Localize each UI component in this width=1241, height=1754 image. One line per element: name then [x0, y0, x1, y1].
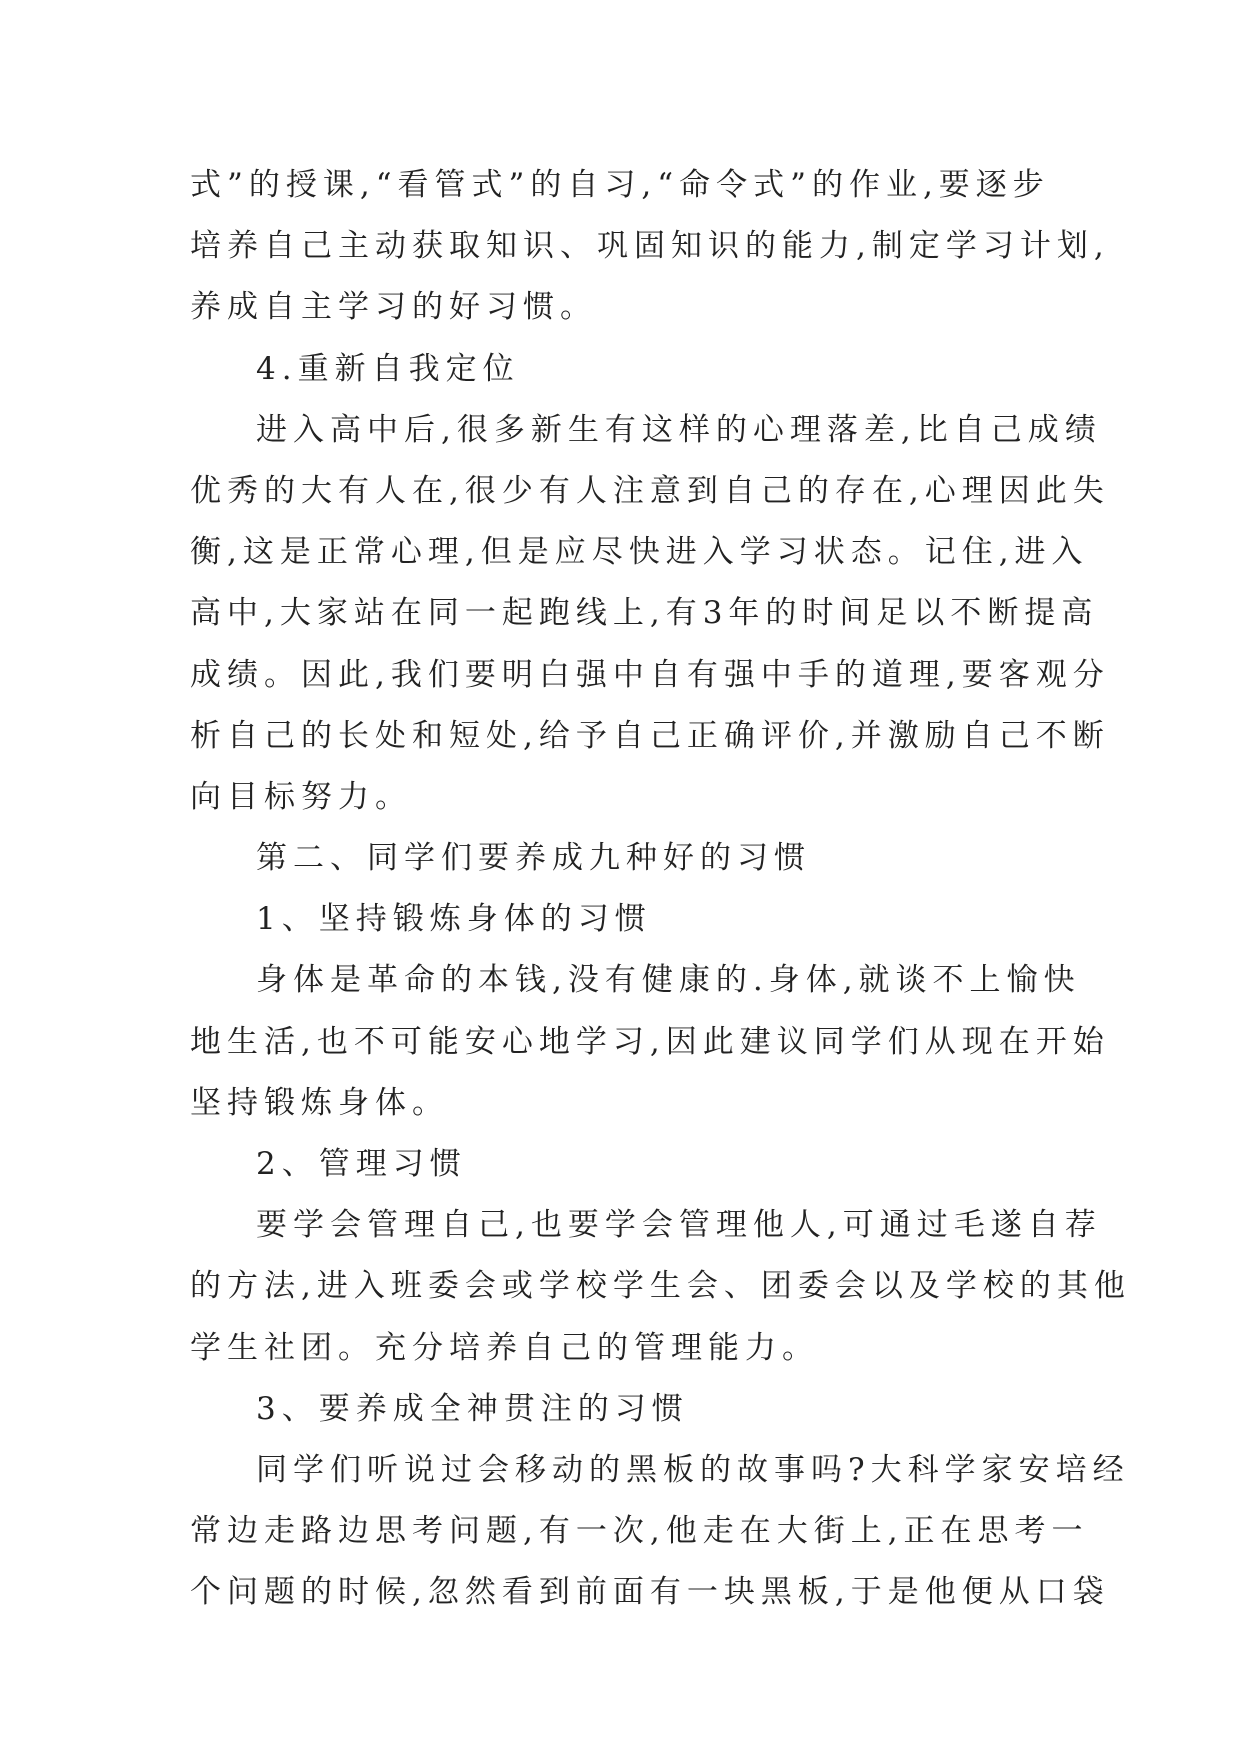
- text-line: 个问题的时候,忽然看到前面有一块黑板,于是他便从口袋: [190, 1574, 1110, 1611]
- section-heading: 1、坚持锻炼身体的习惯: [256, 901, 652, 938]
- text-line: 优秀的大有人在,很少有人注意到自己的存在,心理因此失: [190, 472, 1110, 509]
- text-line: 地生活,也不可能安心地学习,因此建议同学们从现在开始: [190, 1023, 1110, 1060]
- text-line: 的方法,进入班委会或学校学生会、团委会以及学校的其他: [190, 1268, 1131, 1305]
- text-line: 养成自主学习的好习惯。: [190, 289, 597, 326]
- section-heading: 2、管理习惯: [256, 1146, 467, 1182]
- text-line: 学生社团。充分培养自己的管理能力。: [190, 1329, 819, 1366]
- section-heading: 4.重新自我定位: [256, 350, 520, 387]
- text-line: 要学会管理自己,也要学会管理他人,可通过毛遂自荐: [256, 1207, 1102, 1244]
- text-line: 同学们听说过会移动的黑板的故事吗?大科学家安培经: [256, 1451, 1130, 1488]
- text-line: 成绩。因此,我们要明白强中自有强中手的道理,要客观分: [190, 656, 1110, 693]
- text-line: 式”的授课,“看管式”的自习,“命令式”的作业,要逐步: [190, 167, 1050, 203]
- section-heading: 3、要养成全神贯注的习惯: [256, 1390, 689, 1427]
- text-line: 坚持锻炼身体。: [190, 1084, 449, 1121]
- text-line: 进入高中后,很多新生有这样的心理落差,比自己成绩: [256, 411, 1102, 448]
- text-line: 常边走路边思考问题,有一次,他走在大街上,正在思考一: [190, 1513, 1089, 1550]
- text-line: 身体是革命的本钱,没有健康的.身体,就谈不上愉快: [256, 962, 1081, 999]
- text-line: 析自己的长处和短处,给予自己正确评价,并激励自己不断: [190, 717, 1110, 754]
- text-line: 高中,大家站在同一起跑线上,有3年的时间足以不断提高: [190, 595, 1099, 632]
- section-heading: 第二、同学们要养成九种好的习惯: [256, 840, 811, 877]
- text-line: 向目标努力。: [190, 778, 412, 815]
- text-line: 培养自己主动获取知识、巩固知识的能力,制定学习计划,: [190, 228, 1110, 265]
- document-page: [190, 155, 1131, 1624]
- text-line: 衡,这是正常心理,但是应尽快进入学习状态。记住,进入: [190, 534, 1089, 571]
